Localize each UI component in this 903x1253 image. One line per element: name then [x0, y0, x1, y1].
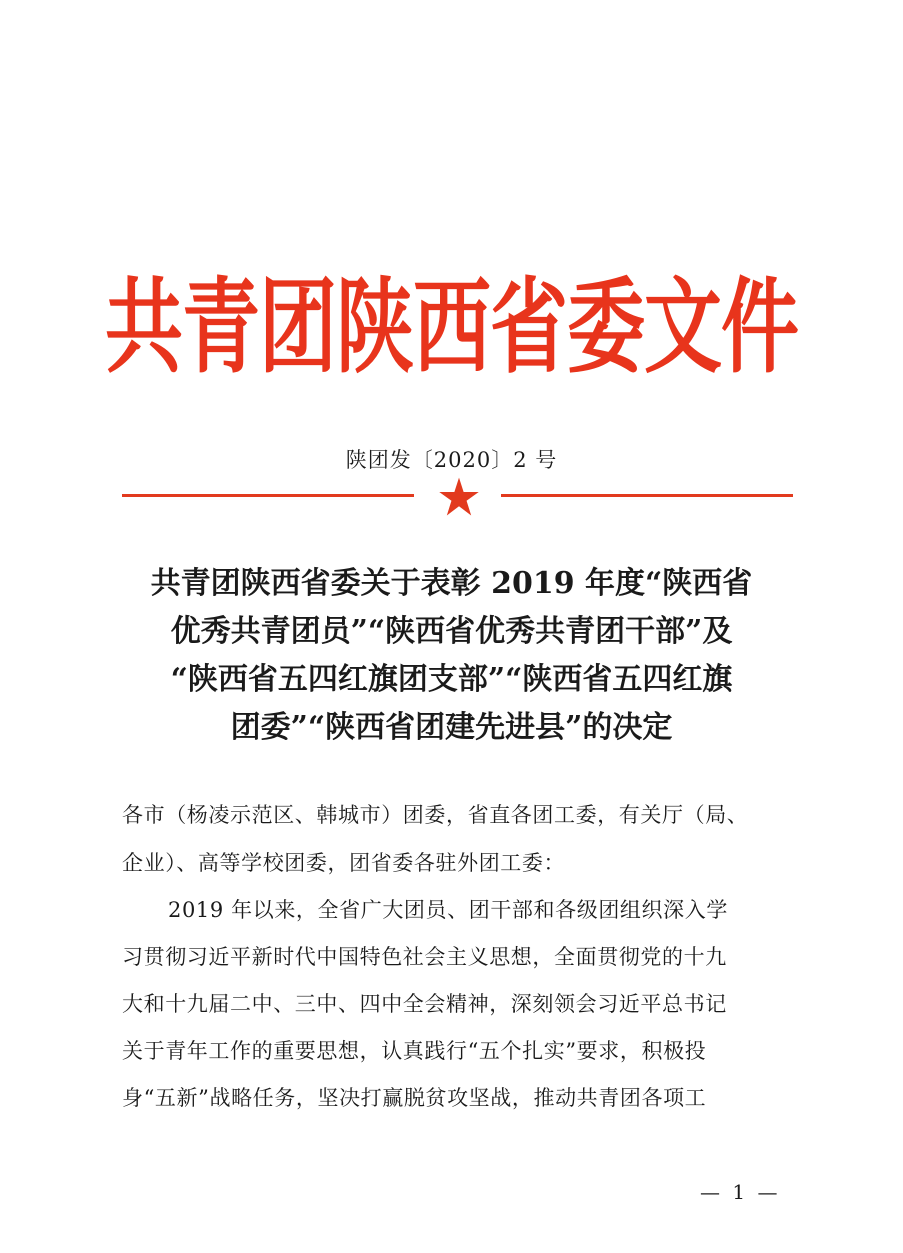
red-star-icon — [438, 476, 480, 518]
body-text-line: 企业）、高等学校团委，团省委各驻外团工委： — [122, 851, 566, 875]
title-line: 优秀共青团员”“陕西省优秀共青团干部”及 — [170, 614, 733, 649]
body-text-line: 身“五新”战略任务，坚决打赢脱贫攻坚战，推动共青团各项工 — [122, 1086, 707, 1110]
document-number: 陕团发〔2020〕2 号 — [345, 448, 558, 472]
masthead-title — [0, 268, 903, 388]
red-rule-right — [501, 494, 793, 497]
red-rule-left — [122, 494, 414, 497]
title-line: 团委”“陕西省团建先进县”的决定 — [230, 710, 673, 745]
body-text-line: 习贯彻习近平新时代中国特色社会主义思想，全面贯彻党的十九 — [122, 945, 727, 969]
body-text-line: 大和十九届二中、三中、四中全会精神，深刻领会习近平总书记 — [122, 992, 727, 1016]
page-number: — 1 — — [700, 1180, 781, 1204]
title-line: 共青团陕西省委关于表彰 2019 年度“陕西省 — [150, 566, 753, 601]
body-text-line: 各市（杨凌示范区、韩城市）团委，省直各团工委，有关厅（局、 — [122, 803, 749, 827]
title-line: “陕西省五四红旗团支部”“陕西省五四红旗 — [170, 662, 733, 697]
body-text-line: 关于青年工作的重要思想，认真践行“五个扎实”要求，积极投 — [122, 1039, 707, 1063]
masthead-text: 共青团陕西省委文件 — [104, 268, 798, 388]
document-title — [110, 560, 793, 752]
body-text-line: 2019 年以来，全省广大团员、团干部和各级团组织深入学 — [168, 898, 728, 922]
